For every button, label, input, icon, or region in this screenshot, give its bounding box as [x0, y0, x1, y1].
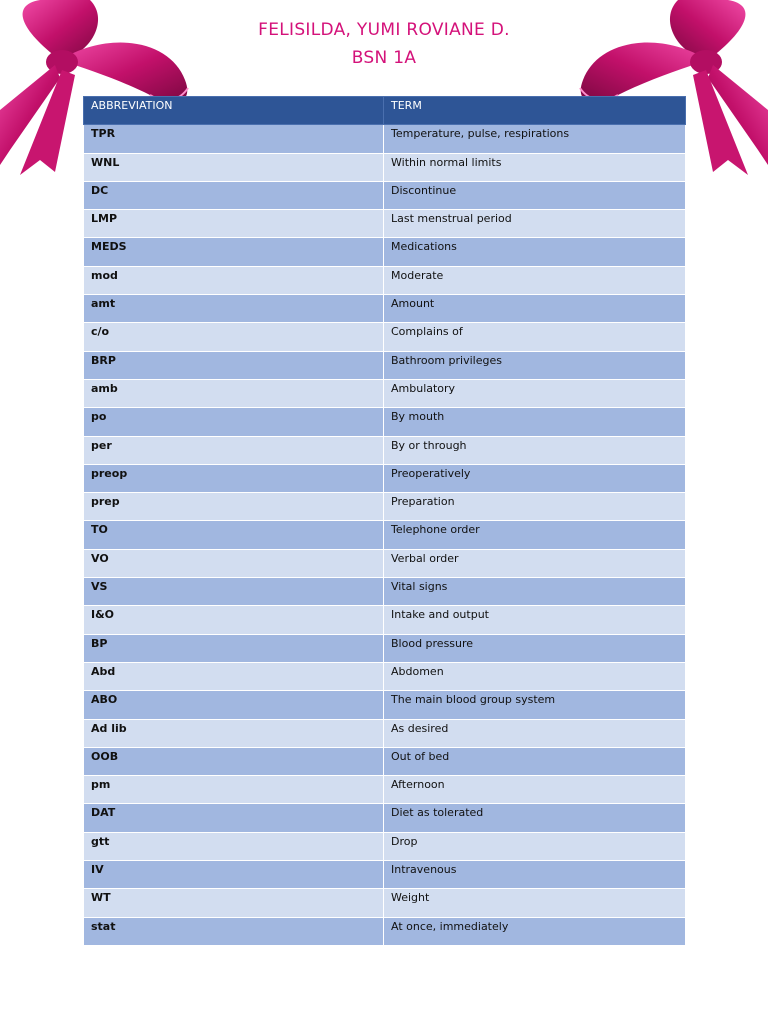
term-cell: Diet as tolerated	[384, 804, 686, 832]
table-row	[84, 719, 686, 747]
table-row	[84, 889, 686, 917]
term-cell: Intravenous	[384, 861, 686, 889]
term-cell: Within normal limits	[384, 153, 686, 181]
term-cell: By mouth	[384, 408, 686, 436]
table-row	[84, 266, 686, 294]
table-row	[84, 153, 686, 181]
table-row	[84, 436, 686, 464]
abbreviation-cell: stat	[84, 917, 384, 945]
table-row	[84, 323, 686, 351]
abbreviation-cell: amb	[84, 379, 384, 407]
abbreviation-cell: mod	[84, 266, 384, 294]
term-cell: Moderate	[384, 266, 686, 294]
abbreviation-cell: Ad lib	[84, 719, 384, 747]
term-cell: Abdomen	[384, 662, 686, 690]
table-row	[84, 181, 686, 209]
abbreviation-cell: preop	[84, 464, 384, 492]
table-row	[84, 691, 686, 719]
term-cell: Temperature, pulse, respirations	[384, 125, 686, 153]
table-row	[84, 606, 686, 634]
abbreviation-cell: amt	[84, 295, 384, 323]
term-cell: Blood pressure	[384, 634, 686, 662]
term-cell: Complains of	[384, 323, 686, 351]
term-cell: The main blood group system	[384, 691, 686, 719]
abbreviation-cell: BP	[84, 634, 384, 662]
table-row	[84, 379, 686, 407]
abbreviation-cell: IV	[84, 861, 384, 889]
table-row	[84, 493, 686, 521]
term-cell: Intake and output	[384, 606, 686, 634]
abbreviation-table	[83, 96, 686, 946]
table-header-row	[84, 97, 686, 125]
term-cell: Amount	[384, 295, 686, 323]
abbreviation-cell: VO	[84, 549, 384, 577]
term-cell: Medications	[384, 238, 686, 266]
term-cell: Ambulatory	[384, 379, 686, 407]
abbreviation-cell: LMP	[84, 210, 384, 238]
student-class: BSN 1A	[351, 48, 417, 68]
abbreviation-cell: prep	[84, 493, 384, 521]
term-cell: Preoperatively	[384, 464, 686, 492]
term-cell: Telephone order	[384, 521, 686, 549]
table-row	[84, 238, 686, 266]
table-row	[84, 634, 686, 662]
table-row	[84, 747, 686, 775]
term-cell: Last menstrual period	[384, 210, 686, 238]
abbreviation-cell: Abd	[84, 662, 384, 690]
abbreviation-cell: per	[84, 436, 384, 464]
term-cell: Vital signs	[384, 578, 686, 606]
term-cell: At once, immediately	[384, 917, 686, 945]
table-row	[84, 832, 686, 860]
abbreviation-cell: TPR	[84, 125, 384, 153]
table-row	[84, 408, 686, 436]
table-row	[84, 295, 686, 323]
abbreviation-cell: DC	[84, 181, 384, 209]
table-row	[84, 464, 686, 492]
abbreviation-cell: BRP	[84, 351, 384, 379]
table-row	[84, 521, 686, 549]
term-cell: Preparation	[384, 493, 686, 521]
term-cell: Discontinue	[384, 181, 686, 209]
abbreviation-cell: MEDS	[84, 238, 384, 266]
abbreviation-cell: VS	[84, 578, 384, 606]
table-body	[84, 125, 686, 946]
table-row	[84, 917, 686, 945]
table-row	[84, 861, 686, 889]
table-row	[84, 804, 686, 832]
term-cell: Verbal order	[384, 549, 686, 577]
abbreviation-cell: WNL	[84, 153, 384, 181]
term-cell: Bathroom privileges	[384, 351, 686, 379]
table-row	[84, 776, 686, 804]
abbreviation-cell: pm	[84, 776, 384, 804]
abbreviation-cell: I&O	[84, 606, 384, 634]
term-cell: As desired	[384, 719, 686, 747]
term-cell: Out of bed	[384, 747, 686, 775]
table-row	[84, 549, 686, 577]
table-row	[84, 210, 686, 238]
term-cell: Drop	[384, 832, 686, 860]
abbreviation-cell: WT	[84, 889, 384, 917]
table-row	[84, 125, 686, 153]
abbreviation-cell: ABO	[84, 691, 384, 719]
student-name: FELISILDA, YUMI ROVIANE D.	[258, 20, 510, 40]
abbreviation-cell: po	[84, 408, 384, 436]
term-cell: Weight	[384, 889, 686, 917]
table-row	[84, 351, 686, 379]
column-header-abbreviation: ABBREVIATION	[84, 97, 384, 125]
term-cell: Afternoon	[384, 776, 686, 804]
table-row	[84, 662, 686, 690]
abbreviation-cell: DAT	[84, 804, 384, 832]
abbreviation-cell: c/o	[84, 323, 384, 351]
column-header-term: TERM	[384, 97, 686, 125]
abbreviation-cell: gtt	[84, 832, 384, 860]
term-cell: By or through	[384, 436, 686, 464]
table-row	[84, 578, 686, 606]
abbreviation-cell: OOB	[84, 747, 384, 775]
abbreviation-cell: TO	[84, 521, 384, 549]
